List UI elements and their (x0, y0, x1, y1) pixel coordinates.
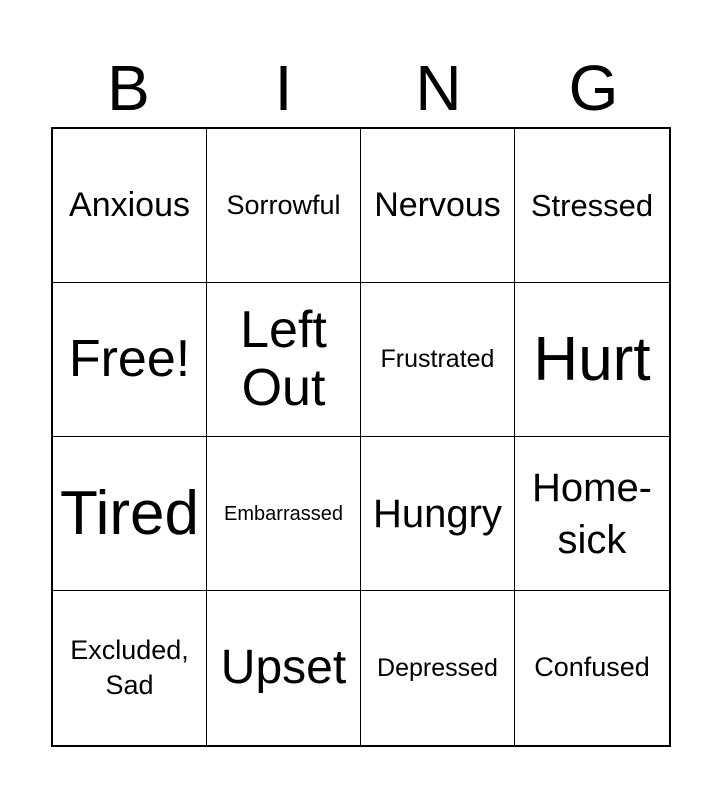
bingo-cell-sorrowful[interactable] (207, 129, 361, 283)
cell-label: Excluded, Sad (70, 634, 189, 700)
cell-label: Left Out (240, 301, 327, 417)
cell-label: Stressed (530, 187, 654, 223)
header-letter-g: G (568, 52, 619, 124)
bingo-board (51, 127, 671, 747)
bingo-cell-upset[interactable] (207, 591, 361, 745)
header-letter-b: B (107, 52, 150, 124)
header-letter-n: N (415, 52, 462, 124)
cell-label: Upset (220, 641, 347, 695)
bingo-cell-anxious[interactable] (53, 129, 207, 283)
cell-label: Frustrated (380, 345, 495, 374)
bingo-cell-confused[interactable] (515, 591, 669, 745)
bingo-cell-excluded-sad[interactable] (53, 591, 207, 745)
cell-label: Depressed (377, 653, 498, 682)
bingo-cell-stressed[interactable] (515, 129, 669, 283)
cell-label: Tired (60, 478, 199, 548)
cell-label: Nervous (374, 185, 501, 224)
cell-label: Embarrassed (224, 502, 343, 525)
cell-label: Sorrowful (226, 189, 341, 220)
cell-label: Free! (68, 329, 191, 388)
bingo-cell-nervous[interactable] (361, 129, 515, 283)
bingo-cell-frustrated[interactable] (361, 283, 515, 437)
cell-label: Anxious (69, 185, 190, 224)
cell-label: Home- sick (531, 465, 653, 562)
bingo-cell-left-out[interactable] (207, 283, 361, 437)
cell-label: Hurt (533, 324, 651, 394)
bingo-cell-free[interactable] (53, 283, 207, 437)
bingo-cell-embarrassed[interactable] (207, 437, 361, 591)
bingo-cell-homesick[interactable] (515, 437, 669, 591)
header-letter-i: I (274, 52, 293, 124)
cell-label: Hungry (373, 491, 502, 536)
bingo-cell-hurt[interactable] (515, 283, 669, 437)
bingo-cell-tired[interactable] (53, 437, 207, 591)
cell-label: Confused (534, 652, 650, 683)
bingo-cell-hungry[interactable] (361, 437, 515, 591)
bingo-header (51, 50, 671, 126)
bingo-cell-depressed[interactable] (361, 591, 515, 745)
